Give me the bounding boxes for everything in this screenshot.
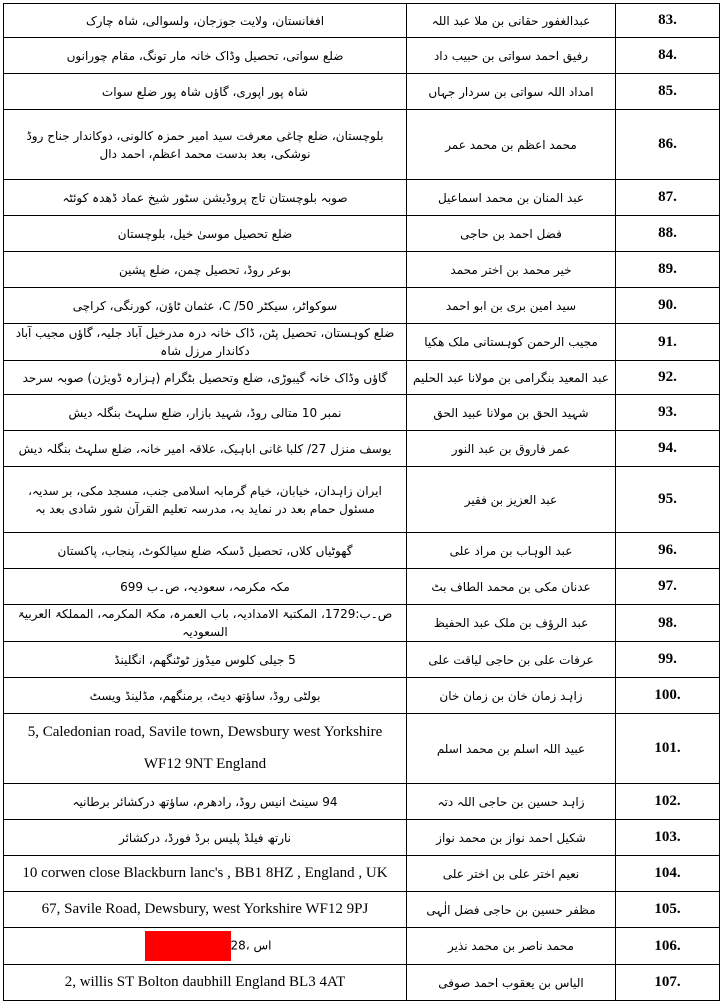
address-text: 67, Savile Road, Dewsbury, west Yorkshire WF12 9PJ <box>41 900 369 917</box>
table-row <box>4 110 720 180</box>
serial-number-cell <box>616 678 720 714</box>
name-cell <box>407 110 616 180</box>
address-cell <box>4 642 407 678</box>
serial-number-cell <box>616 395 720 431</box>
address-text: نمبر 10 متالی روڈ، شہید بازار، ضلع سلہٹ بنگلہ دیش <box>68 405 342 420</box>
serial-number: 92. <box>658 369 677 385</box>
serial-number: 101. <box>654 740 681 756</box>
address-text: شاہ پور اپوری، گاؤں شاہ پور ضلع سوات <box>101 84 309 99</box>
serial-number-cell <box>616 288 720 324</box>
name-text: امداد اللہ سواتی بن سردار جہاں <box>428 84 594 99</box>
address-cell <box>4 965 407 1001</box>
serial-number-cell <box>616 361 720 395</box>
serial-number: 105. <box>654 901 681 917</box>
name-text: الیاس بن یعقوب احمد صوفی <box>438 975 584 990</box>
serial-number-cell <box>616 74 720 110</box>
serial-number-cell <box>616 110 720 180</box>
name-text: عبد العزیز بن فقیر <box>464 492 558 507</box>
address-cell <box>4 714 407 784</box>
name-cell <box>407 467 616 533</box>
name-cell <box>407 38 616 74</box>
address-cell <box>4 74 407 110</box>
serial-number-cell <box>616 216 720 252</box>
address-text: گھوٹیاں کلاں، تحصیل ڈسکہ ضلع سیالکوٹ، پنجاب، پاکستان <box>57 543 353 558</box>
address-text: بولٹی روڈ، ساؤتھ دیٹ، برمنگھم، مڈلینڈ ویسٹ <box>89 688 321 703</box>
name-text: شہید الحق بن مولانا عبید الحق <box>433 405 589 420</box>
address-cell <box>4 820 407 856</box>
table-row <box>4 892 720 928</box>
address-text: ایران زاہدان، خیابان، خیام گرمابہ اسلامی جنب، مسجد مکی، بر سدیہ، مسئول حمام بعد در نماید بہ، مدرسہ تعلیم القرآن شور شادی بعد بہ <box>28 483 382 516</box>
address-cell <box>4 892 407 928</box>
address-text: 5 جیلی کلوس میڈوز ٹوٹنگھم، انگلینڈ <box>114 652 296 667</box>
table-row <box>4 678 720 714</box>
table-row <box>4 784 720 820</box>
table-row <box>4 252 720 288</box>
address-text: 28، اس <box>230 938 272 953</box>
table-row <box>4 605 720 642</box>
name-text: نعیم اختر علی بن اختر علی <box>442 866 580 881</box>
name-cell <box>407 820 616 856</box>
address-cell <box>4 467 407 533</box>
table-row <box>4 4 720 38</box>
name-text: عبد المنان بن محمد اسماعیل <box>437 190 585 205</box>
name-cell <box>407 892 616 928</box>
name-cell <box>407 216 616 252</box>
name-cell <box>407 395 616 431</box>
address-cell <box>4 569 407 605</box>
address-text: 10 corwen close Blackburn lanc's , BB1 8HZ , England , UK <box>22 864 388 881</box>
serial-number-cell <box>616 714 720 784</box>
serial-number: 85. <box>658 83 677 99</box>
addresses-table <box>3 3 720 1001</box>
address-cell <box>4 324 407 361</box>
address-text: مکہ مکرمہ، سعودیہ، ص۔ب 699 <box>120 579 290 594</box>
address-text: بلوچستان، ضلع چاغی معرفت سید امیر حمزہ کالونی، دوکاندار جناح روڈ نوشکی، بعد بدست محمد اعظم، احمد دال <box>26 128 384 161</box>
serial-number: 91. <box>658 333 677 350</box>
address-text: یوسف منزل 27/ کلبا غانی اباہیک، علاقہ امیر خانہ، ضلع سلہٹ بنگلہ دیش <box>18 441 392 456</box>
name-text: شکیل احمد نواز بن محمد نواز <box>436 830 586 845</box>
table-row <box>4 74 720 110</box>
name-cell <box>407 569 616 605</box>
name-cell <box>407 965 616 1001</box>
serial-number-cell <box>616 252 720 288</box>
table-row <box>4 928 720 965</box>
serial-number-cell <box>616 180 720 216</box>
table-row <box>4 856 720 892</box>
serial-number-cell <box>616 856 720 892</box>
serial-number-cell <box>616 38 720 74</box>
address-text: نارتھ فیلڈ پلیس برڈ فورڈ، درکشائر <box>118 830 292 845</box>
table-row <box>4 288 720 324</box>
table-row <box>4 324 720 361</box>
name-cell <box>407 361 616 395</box>
address-cell <box>4 605 407 642</box>
address-cell <box>4 678 407 714</box>
table-row <box>4 467 720 533</box>
serial-number-cell <box>616 784 720 820</box>
table-row <box>4 38 720 74</box>
serial-number: 88. <box>658 225 677 241</box>
serial-number: 106. <box>654 937 681 954</box>
serial-number-cell <box>616 605 720 642</box>
serial-number: 83. <box>658 12 677 28</box>
serial-number-cell <box>616 965 720 1001</box>
name-text: عدنان مکی بن محمد الطاف بٹ <box>431 579 591 594</box>
redaction-block <box>145 931 231 961</box>
table-row <box>4 569 720 605</box>
address-cell <box>4 928 407 965</box>
name-cell <box>407 928 616 965</box>
address-cell <box>4 395 407 431</box>
serial-number: 103. <box>654 829 681 845</box>
address-text: 94 سینٹ انیس روڈ، رادھرم، ساؤتھ درکشائر برطانیہ <box>72 794 338 809</box>
serial-number-cell <box>616 431 720 467</box>
table-row <box>4 642 720 678</box>
table-row <box>4 395 720 431</box>
address-text: ضلع سواتی، تحصیل وڈاک خانہ مار تونگ، مقام چورانوں <box>66 48 344 63</box>
name-text: عمر فاروق بن عبد النور <box>451 441 571 456</box>
table-row <box>4 820 720 856</box>
name-cell <box>407 784 616 820</box>
name-cell <box>407 324 616 361</box>
address-cell <box>4 38 407 74</box>
address-text: ضلع تحصیل موسیٰ خیل، بلوچستان <box>117 226 293 241</box>
name-cell <box>407 714 616 784</box>
address-cell <box>4 180 407 216</box>
serial-number: 93. <box>658 404 677 420</box>
name-text: عبد الرؤف بن ملک عبد الحفیظ <box>433 616 589 630</box>
table-body <box>4 4 720 1001</box>
name-text: عبید اللہ اسلم بن محمد اسلم <box>436 741 586 756</box>
table-row <box>4 533 720 569</box>
address-text: گاؤں وڈاک خانہ گیبوڑی، ضلع وتحصیل بٹگرام (ہزارہ ڈویژن) صوبہ سرحد <box>22 370 388 385</box>
serial-number: 87. <box>658 189 677 205</box>
address-cell <box>4 110 407 180</box>
address-text: 5, Caledonian road, Savile town, Dewsbury west Yorkshire WF12 9NT England <box>27 724 383 772</box>
address-cell <box>4 4 407 38</box>
serial-number-cell <box>616 820 720 856</box>
name-cell <box>407 74 616 110</box>
name-cell <box>407 856 616 892</box>
name-text: فضل احمد بن حاجی <box>460 226 562 241</box>
name-cell <box>407 4 616 38</box>
name-text: سید امین بری بن ابو احمد <box>445 298 577 313</box>
address-cell <box>4 784 407 820</box>
table-row <box>4 965 720 1001</box>
name-cell <box>407 605 616 642</box>
serial-number: 99. <box>658 651 677 667</box>
address-cell <box>4 431 407 467</box>
address-text: 2, willis ST Bolton daubhill England BL3 4AT <box>64 973 346 990</box>
name-text: عرفات علی بن حاجی لیاقت علی <box>428 652 594 667</box>
serial-number: 84. <box>658 47 677 63</box>
name-text: محمد ناصر بن محمد نذیر <box>448 939 574 953</box>
address-cell <box>4 288 407 324</box>
table-row <box>4 180 720 216</box>
serial-number-cell <box>616 324 720 361</box>
serial-number: 97. <box>658 578 677 594</box>
serial-number-cell <box>616 467 720 533</box>
address-text: صوبہ بلوچستان تاج پروڈیشن سٹور شیخ عماد ڈھدہ کوئٹہ <box>62 190 348 205</box>
address-text: سوکواٹر، سیکٹر C /50، عثمان ٹاؤن، کورنگی، کراچی <box>72 298 338 313</box>
address-text: بوعر روڈ، تحصیل چمن، ضلع پشین <box>118 262 292 277</box>
name-cell <box>407 678 616 714</box>
name-text: زاہد زمان خان بن زمان خان <box>439 688 583 703</box>
serial-number: 89. <box>658 261 677 277</box>
table-row <box>4 361 720 395</box>
serial-number: 90. <box>658 297 677 313</box>
name-text: رفیق احمد سواتی بن حبیب داد <box>433 48 589 63</box>
address-cell <box>4 856 407 892</box>
serial-number: 100. <box>654 687 681 703</box>
name-text: خیر محمد بن اختر محمد <box>450 262 572 277</box>
name-text: مظفر حسین بن حاجی فضل الٰہی <box>426 902 596 917</box>
serial-number: 98. <box>658 614 677 631</box>
serial-number: 94. <box>658 440 677 456</box>
name-text: عبد الوہاب بن مراد علی <box>449 543 573 558</box>
serial-number: 102. <box>654 793 681 809</box>
name-text: زاہد حسین بن حاجی اللہ دتہ <box>437 794 585 809</box>
name-text: عبد المعید بنگرامی بن مولانا عبد الحلیم <box>413 370 609 385</box>
serial-number: 95. <box>658 491 677 507</box>
name-cell <box>407 288 616 324</box>
name-cell <box>407 180 616 216</box>
table-row <box>4 216 720 252</box>
serial-number-cell <box>616 928 720 965</box>
serial-number-cell <box>616 892 720 928</box>
serial-number-cell <box>616 642 720 678</box>
address-text: افغانستان، ولایت جوزجان، ولسوالی، شاہ چارک <box>85 13 325 28</box>
serial-number-cell <box>616 4 720 38</box>
name-cell <box>407 642 616 678</box>
address-text: ص۔ب:1729، المکتبۃ الامدادیہ، باب العمرہ، مکۃ المکرمہ، المملکۃ العربیۃ السعودیہ <box>17 607 393 639</box>
name-text: مجیب الرحمن کوہستانی ملک ھکیا <box>424 335 598 349</box>
serial-number: 86. <box>658 136 677 152</box>
serial-number: 96. <box>658 542 677 558</box>
serial-number-cell <box>616 533 720 569</box>
serial-number: 104. <box>654 865 681 881</box>
name-cell <box>407 252 616 288</box>
name-text: محمد اعظم بن محمد عمر <box>445 137 577 152</box>
serial-number: 107. <box>654 974 681 990</box>
address-cell <box>4 533 407 569</box>
address-cell <box>4 216 407 252</box>
serial-number-cell <box>616 569 720 605</box>
address-cell <box>4 252 407 288</box>
table-row <box>4 431 720 467</box>
name-text: عبدالغفور حقانی بن ملا عبد اللہ <box>431 13 591 28</box>
address-cell <box>4 361 407 395</box>
table-row <box>4 714 720 784</box>
name-cell <box>407 431 616 467</box>
address-text: ضلع کوہستان، تحصیل پٹن، ڈاک خانہ درہ مدرخیل آباد جلیہ، گاؤں مجیب آباد دکاندار مرزل شاہ <box>15 326 395 358</box>
name-cell <box>407 533 616 569</box>
